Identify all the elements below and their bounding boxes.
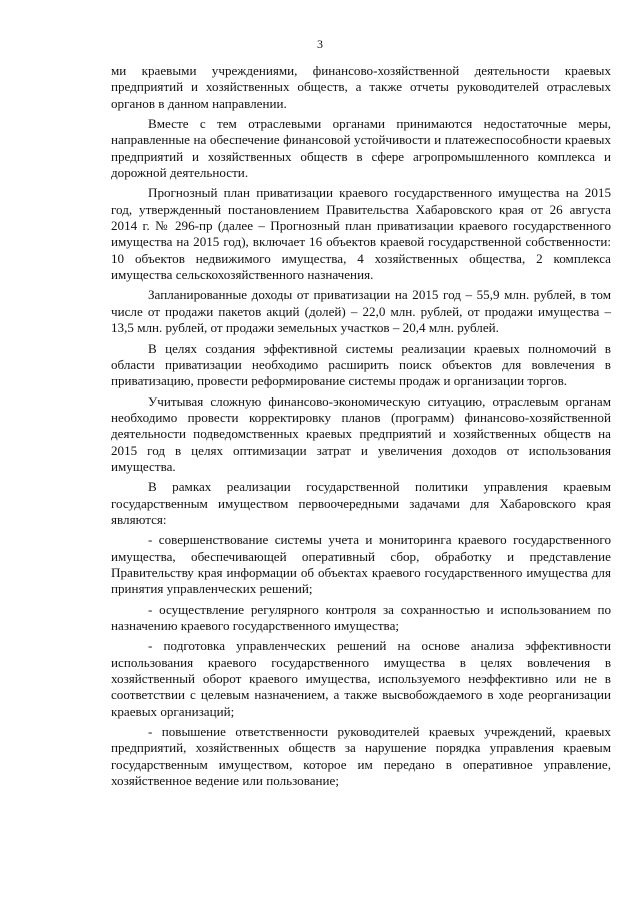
document-body xyxy=(111,63,611,793)
paragraph-continuation: ми краевыми учреждениями, финансово-хозяйственной деятельности краевых предприятий и хозяйственных обществ, а также отчеты руководителей отраслевых органов в данном направлении. xyxy=(111,63,611,111)
list-item: - совершенствование системы учета и мониторинга краевого государственного имущества, обеспечивающей оперативный сбор, обработку и представление Правительству края информации об объектах краевого государственного имущества для принятия управленческих решений; xyxy=(111,532,611,597)
paragraph: Запланированные доходы от приватизации на 2015 год – 55,9 млн. рублей, в том числе от продажи пакетов акций (долей) – 22,0 млн. рублей, от продажи имущества – 13,5 млн. рублей, от продажи земельных участков – 20,4 млн. рублей. xyxy=(111,287,611,336)
list-item: - осуществление регулярного контроля за сохранностью и использованием по назначению краевого государственного имущества; xyxy=(111,601,611,633)
paragraph: В целях создания эффективной системы реализации краевых полномочий в области приватизации необходимо расширить поиск объектов для вовлечения в приватизацию, провести реформирование системы продаж и организации торгов. xyxy=(111,340,611,389)
paragraph: Учитывая сложную финансово-экономическую ситуацию, отраслевым органам необходимо провести корректировку планов (программ) финансово-хозяйственной деятельности подведомственных краевых предприятий и хозяйственных обществ на 2015 год в целях оптимизации затрат и увеличения доходов от использования имущества. xyxy=(111,393,611,474)
paragraph: Прогнозный план приватизации краевого государственного имущества на 2015 год, утвержденный постановлением Правительства Хабаровского края от 26 августа 2014 г. № 296-пр (далее – Прогнозный план приватизации краевого государственного имущества на 2015 год), включает 16 объектов краевой государственной собственности: 10 объектов недвижимого имущества, 4 хозяйственных общества, 2 комплекса имущества сельскохозяйственного назначения. xyxy=(111,185,611,283)
list-item: - подготовка управленческих решений на основе анализа эффективности использования краевого государственного имущества в целях вовлечения в хозяйственный оборот краевого имущества, используемого неэффективно или не в соответствии с целевым назначением, а также высвобождаемого в ходе реорганизации краевых организаций; xyxy=(111,638,611,719)
paragraph: Вместе с тем отраслевыми органами принимаются недостаточные меры, направленные на обеспечение финансовой устойчивости и платежеспособности краевых предприятий и хозяйственных обществ в сфере агропромышленного комплекса и дорожной деятельности. xyxy=(111,116,611,181)
list-item: - повышение ответственности руководителей краевых учреждений, краевых предприятий, хозяйственных обществ за нарушение порядка управления краевым государственным имуществом, которое им передано в оперативное управление, хозяйственное ведение или пользование; xyxy=(111,724,611,789)
paragraph: В рамках реализации государственной политики управления краевым государственным имуществом первоочередными задачами для Хабаровского края являются: xyxy=(111,479,611,527)
page-number: 3 xyxy=(317,37,323,51)
